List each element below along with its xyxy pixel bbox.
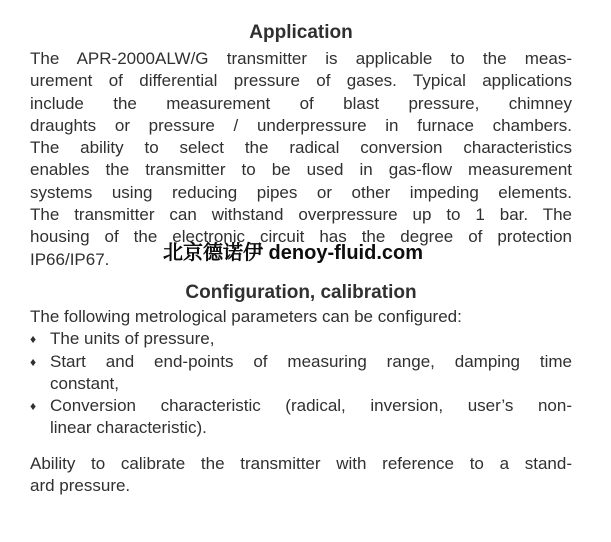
paragraph-line: housing of the electronic circuit has the degree of protection <box>30 227 572 247</box>
bullet-item <box>30 395 572 440</box>
bullet-line: linear characteristic). <box>50 418 207 438</box>
watermark: 北京德诺伊 denoy-fluid.com <box>163 242 423 264</box>
bullet-line: Conversion characteristic (radical, inversion, user’s non- <box>50 396 572 416</box>
configuration-heading: Configuration, calibration <box>185 281 417 303</box>
bullet-item <box>30 351 572 396</box>
paragraph-line: The transmitter can withstand overpressure up to 1 bar. The <box>30 205 572 225</box>
paragraph-line: The ability to select the radical conversion characteristics <box>30 138 572 158</box>
bullet-text <box>50 328 572 350</box>
paragraph-line: Ability to calibrate the transmitter with reference to a stand- <box>30 453 572 473</box>
application-section <box>30 20 572 271</box>
application-paragraph <box>30 48 572 271</box>
bullet-text <box>50 395 572 440</box>
paragraph-line: IP66/IP67. <box>30 249 110 269</box>
bullet-line: constant, <box>50 373 119 393</box>
closing-paragraph <box>30 453 572 498</box>
paragraph-line: enables the transmitter to be used in gas-flow measurement <box>30 160 572 180</box>
paragraph-line: include the measurement of blast pressure, chimney <box>30 93 572 113</box>
diamond-bullet-icon: ♦ <box>30 354 37 369</box>
bullet-item <box>30 328 572 350</box>
application-heading: Application <box>249 22 353 43</box>
paragraph-line: systems using reducing pipes or other impeding elements. <box>30 182 572 202</box>
bullet-text <box>50 351 572 396</box>
bullet-line: The units of pressure, <box>50 329 215 349</box>
paragraph-line: The APR-2000ALW/G transmitter is applicable to the meas- <box>30 49 572 68</box>
bullet-line: Start and end-points of measuring range, damping time <box>50 351 572 371</box>
paragraph-line: ard pressure. <box>30 476 131 496</box>
diamond-bullet-icon: ♦ <box>30 399 37 414</box>
paragraph-line: draughts or pressure / underpressure in furnace chambers. <box>30 115 572 135</box>
paragraph-line: urement of differential pressure of gases. Typical applications <box>30 71 572 91</box>
diamond-bullet-icon: ♦ <box>30 332 37 347</box>
configuration-intro: The following metrological parameters can be configured: <box>30 306 462 326</box>
configuration-section <box>30 280 572 497</box>
